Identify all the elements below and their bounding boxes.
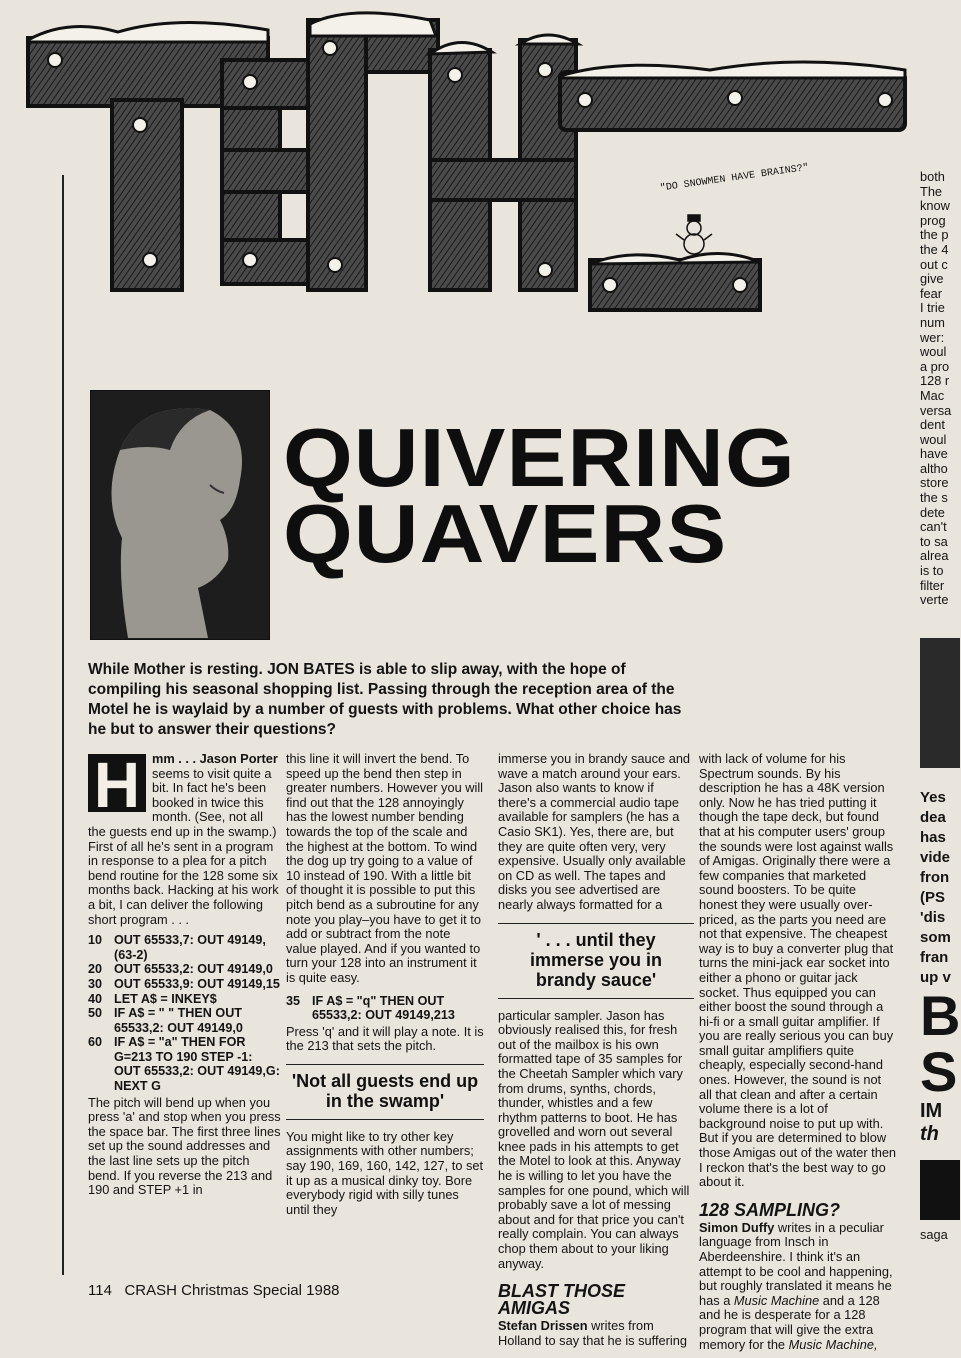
headline-line-1: QUIVERING [283, 411, 796, 504]
right-strip-line: alrea [920, 548, 949, 564]
left-rule [62, 175, 64, 1275]
right-strip-line: filter [920, 577, 945, 593]
article-headline [283, 411, 796, 580]
col3-paragraph-3: particular sampler. Jason has obviously realised this, for fresh out of the mailbox is his own formatted tape of 35 samples for the Cheetah Sampler which vary from drums, synths, chords, thunder, whistles and a few rhythm patterns to boot. He has grovelled and worn out several knee pads in his attempts to get the Motel to look at this. Anyway he is willing to let you have the samples for one pound, which will probably save a lot of messing about and for that price you can't really complain. You can always chop them about to your liking anyway. [498, 1007, 690, 1271]
col3-text: writes from Holland to say that he is suffering [498, 1318, 687, 1348]
column-4 [699, 752, 897, 1352]
subhead-blast-those-amigas: BLAST THOSE AMIGAS [498, 1281, 626, 1319]
col3-paragraph-4 [498, 1319, 694, 1348]
right-strip-line: have [920, 446, 948, 462]
author-photo [90, 390, 270, 640]
snowman-doodle [676, 215, 712, 254]
code-line-text: IF A$ = "a" THEN FOR G=213 TO 190 STEP -1: OUT 65533,2: OUT 49149,G: NEXT G [114, 1035, 280, 1094]
right-strip-line: the p [920, 227, 949, 243]
col4-bold-name: Simon Duffy [699, 1219, 775, 1235]
tech-niche-logo-artwork [0, 0, 961, 320]
code-line-number: 50 [88, 1006, 103, 1021]
right-strip-bold-line: has [920, 828, 946, 846]
code-line-text: IF A$ = "q" THEN OUT 65533,2: OUT 49149,213 [312, 993, 455, 1023]
right-strip-dropcap [920, 1160, 960, 1220]
right-strip-bold-text [920, 788, 961, 988]
pull-quote-2: ' . . . until they immerse you in brandy sauce' [498, 923, 694, 999]
right-strip-big-b: B [920, 983, 961, 1047]
column-1 [88, 749, 282, 1198]
col3-paragraph-1: immerse you in brandy sauce and wave a match around your ears. [498, 751, 691, 781]
right-strip-line: wer: [920, 329, 945, 345]
code-line-text: OUT 65533,2: OUT 49149,0 [114, 962, 273, 977]
right-strip-bold-line: fran [920, 948, 949, 966]
right-strip-line: I trie [920, 300, 945, 316]
col4-paragraph-1: with lack of volume for his Spectrum sounds. By his description he has a 48K version only. Now he has tried putting it though the tape deck, but found that at his computer users' group the sounds were lost against walls of Amigas. Originally there were a few companies that marketed sound boosters. To be quite honest they were usually over-priced, as the parts you need are not that expensive. The cheapest way is to buy a converter plug that turns the mini-jack ear socket into either a phono or guitar jack socket. Thus equipped you can either boost the sound through a hi-fi or a small guitar amplifier. If you are really serious you can buy small guitar amplifiers quite cheaply, especially second-hand ones. However, the sound is not all that clean and after a certain volume there is a lot of background noise to put up with. But if you are determined to blow those Amigas out of the water then I reckon that's the best way to go about it. [699, 751, 897, 1190]
code-line-number: 35 [286, 993, 301, 1008]
right-strip-bold-line: (PS [920, 888, 946, 906]
magazine-title: CRASH Christmas Special 1988 [124, 1282, 340, 1299]
right-strip-line: prog [920, 212, 946, 228]
code-line [88, 977, 282, 992]
right-strip-last: saga [920, 1226, 948, 1242]
col4-text-b: and a 128 and he is desperate for a 128 program that will give the extra memory for the [699, 1292, 880, 1352]
right-strip-line: versa [920, 402, 952, 418]
drop-cap: H [88, 754, 146, 812]
headline-line-2: QUAVERS [283, 487, 728, 580]
right-strip-line: give [920, 271, 944, 287]
right-strip-bold-line: vide [920, 848, 951, 866]
right-strip-line: woul [920, 431, 947, 447]
code-line-text: OUT 65533,9: OUT 49149,15 [114, 976, 280, 991]
right-strip-line: a pro [920, 358, 950, 374]
code-listing-2 [286, 994, 484, 1023]
col1-text: seems to visit quite a bit. In fact he's been booked in twice this month. (See, not all the guests end up in the swamp.) First of all he's sent in a program in response to a plea for a pitch bend routine for the 128 some six months back. Hacking at his work a bit, I can deliver the following short program . . . [88, 765, 279, 927]
code-listing [88, 933, 282, 1094]
right-strip-line: dete [920, 504, 945, 520]
right-strip-line: num [920, 314, 945, 330]
right-strip-top-text [920, 170, 961, 608]
col1-paragraph-2: The pitch will bend up when you press 'a' and stop when you press the space bar. The first three lines set up the sound addresses and the last line sets up the pitch bend. If you reverse the 213 and 190 and STEP +1 in [88, 1094, 281, 1198]
code-line-text: OUT 65533,7: OUT 49149,(63-2) [114, 933, 266, 962]
right-strip-line: fear [920, 285, 943, 301]
right-strip-photo [920, 638, 960, 768]
col3-bold-name: Stefan Drissen [498, 1318, 588, 1334]
col4-text-a: writes in a peculiar language from Insch in Aberdeenshire. I think it's an attempt to be cool and happening, but roughly translated it means he has a [699, 1219, 893, 1308]
right-strip-line: verte [920, 592, 949, 608]
code-line-text: LET A$ = INKEY$ [114, 991, 217, 1006]
right-strip-line: Mac [920, 387, 945, 403]
col4-italic-2: Music Machine, [788, 1336, 878, 1352]
doodle-caption: "DO SNOWMEN HAVE BRAINS?" [659, 162, 810, 195]
pull-quote-1: 'Not all guests end up in the swamp' [286, 1064, 484, 1120]
code-line [88, 1006, 282, 1035]
right-strip-bold-line: up v [920, 968, 951, 986]
page-number: 114 [88, 1282, 112, 1299]
col3-paragraph-2: Jason also wants to know if there's a commercial audio tape available for samplers (he has a Casio SK1). Yes, there are, but they are quite often very, very expensive. Usually only available on CD as well. The tapes and disks you see advertised are nearly always formatted for a [498, 780, 686, 912]
page-footer [88, 1282, 340, 1299]
col4-paragraph-2 [699, 1221, 897, 1352]
code-line [88, 962, 282, 977]
article-intro: While Mother is resting. JON BATES is able to slip away, with the hope of compiling his seasonal shopping list. Passing through the reception area of the Motel he is waylaid by a number of guests with problems. What other choice has he but to answer their questions? [88, 661, 682, 738]
subhead-128-sampling: 128 SAMPLING? [699, 1199, 841, 1220]
right-strip-line: know [920, 198, 950, 214]
code-line-text: IF A$ = " " THEN OUT 65533,2: OUT 49149,0 [114, 1006, 243, 1035]
code-line [88, 992, 282, 1007]
code-line [88, 933, 282, 962]
col1-bold-name: mm . . . Jason Porter [152, 751, 278, 766]
col2-paragraph-1: this line it will invert the bend. To speed up the bend then step in greater numbers. However you will find out that the 128 annoyingly has the lowest number bending towards the top of the scale and the highest at the bottom. To wind the dog up try going to a value of 10 instead of 190. With a little bit of thought it is possible to put this pitch bend as a subroutine for any note you play–you have to get it to add or subtract from the note value played. And if you wanted to turn your 128 into an instrument it is quite easy. [286, 751, 484, 985]
right-strip-line: woul [920, 344, 947, 360]
code-line-number: 20 [88, 962, 103, 977]
col2-paragraph-3: You might like to try other key assignments with other numbers; say 190, 169, 160, 142, 127, to set it up as a musical dinky toy. Bore everybody rigid with silly tunes until they [286, 1128, 484, 1217]
right-page-strip [920, 170, 961, 1310]
right-strip-bold-line: som [920, 928, 951, 946]
right-strip-line: to sa [920, 533, 948, 549]
right-strip-bold-line: fron [920, 868, 950, 886]
code-line-number: 40 [88, 991, 103, 1006]
right-strip-line: out c [920, 256, 948, 272]
col2-paragraph-2: Press 'q' and it will play a note. It is the 213 that sets the pitch. [286, 1023, 484, 1054]
right-strip-line: is to [920, 563, 944, 579]
right-strip-line: store [920, 475, 949, 491]
right-strip-line: dent [920, 417, 945, 433]
right-strip-line: altho [920, 460, 948, 476]
right-strip-big-s: S [920, 1039, 958, 1103]
column-2 [286, 752, 484, 1217]
col4-italic-1: Music Machine [733, 1292, 820, 1308]
right-strip-line: The [920, 183, 943, 199]
code-line-number: 30 [88, 976, 103, 991]
column-3 [498, 752, 694, 1348]
right-strip-bold-line: Yes [920, 788, 946, 806]
right-strip-line: the 4 [920, 241, 949, 257]
code-line-number: 10 [88, 933, 103, 948]
right-strip-bold-line: 'dis [920, 908, 946, 926]
code-line-number: 60 [88, 1035, 103, 1050]
right-strip-bold-line: dea [920, 808, 946, 826]
right-strip-line: both [920, 170, 945, 184]
code-line [286, 994, 484, 1023]
right-strip-sub-2: th [920, 1122, 939, 1145]
right-strip-line: 128 r [920, 373, 950, 389]
code-line [88, 1035, 282, 1093]
right-strip-line: the s [920, 490, 948, 506]
right-strip-sub-1: IM [920, 1099, 943, 1122]
right-strip-line: can't [920, 519, 947, 535]
